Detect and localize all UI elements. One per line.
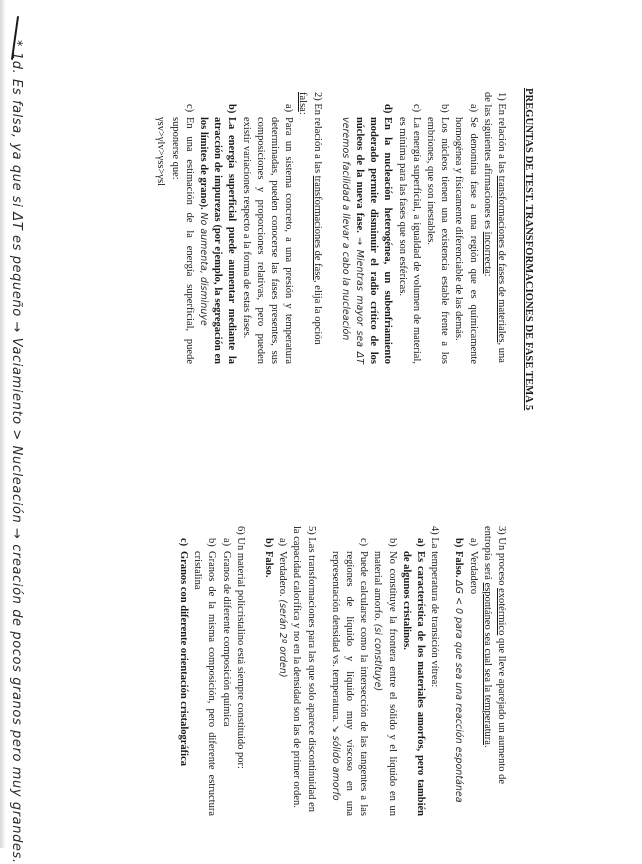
stem-text: , una de las siguientes afirmaciones es (481, 92, 507, 363)
option-text: Los núcleos tienen una existencia estable frente a los embriones, que son inestables. (424, 117, 451, 364)
handwritten-note: ΔG < 0 para que sea una reacción espontánea (453, 580, 465, 803)
option-2c (167, 104, 195, 364)
option-1a (451, 104, 479, 364)
option-text: Granos de la misma composición, pero diferente estructura cristalina (192, 551, 218, 816)
option-text: Falso. (262, 551, 274, 578)
left-column (153, 92, 514, 364)
option-label: a) (220, 538, 232, 547)
handwritten-footnote: * 1d. Es falsa, ya que si ΔT es pequeño → Vaciamiento > Nucleación → creación de pocos granos pero muy grandes. (9, 40, 24, 864)
stem-underlined: falsa (297, 92, 309, 112)
option-text: Puede calcularse como la intersección de las tangentes a las regiones de líquido y líquido muy viscoso en una representación densidad vs. temperatura. (329, 551, 370, 816)
option-text: Es característica de los materiales amorfos, pero también de algunos cristalinos. (400, 551, 426, 816)
option-label: b) (206, 538, 218, 547)
option-label: a) (467, 538, 479, 547)
option-text: En la nucleación heterogénea, un subenfriamiento moderado permite disminuir el radio crítico de los núcleos de la nueva fase. (353, 117, 394, 364)
option-label: c) (410, 104, 422, 113)
option-label: a) (277, 538, 289, 547)
stem-text: 1) En relación a las (496, 92, 507, 176)
stem-text: . (481, 744, 493, 748)
page-title: PREGUNTAS DE TEST. TRANSFORMACIONES DE FASE TEMA 5 (523, 88, 534, 411)
option-6c (176, 538, 190, 816)
question-5-stem: 5) Las transformaciones para las que solo aparece discontinuidad en la capacidad calorífica y no en la densidad son las de primer orden. (291, 526, 317, 813)
option-label: a) (467, 104, 479, 113)
option-label: b) (226, 104, 238, 114)
handwritten-note: No aumenta, disminuye (197, 212, 209, 326)
stem-underlined: transformaciones de fase (311, 175, 323, 281)
option-1b (423, 104, 451, 364)
option-2a (238, 104, 295, 364)
option-text: En una estimación de la energía superficial, puede suponerse que: (169, 117, 195, 364)
stem-underlined: espontáneo sea cual sea la temperatura (481, 582, 493, 745)
question-4 (328, 526, 442, 816)
stem-text: que lleve aparejado un aumento de entropía será (481, 526, 507, 785)
question-5 (261, 526, 318, 816)
option-3a (465, 538, 479, 816)
stem-underlined: incorrecta (481, 231, 493, 274)
question-3-stem (480, 526, 508, 816)
option-5b (261, 538, 275, 816)
option-1d (338, 104, 395, 364)
option-text: Granos de diferente composición química (220, 551, 232, 727)
option-2b (196, 104, 239, 364)
stem-text: : (297, 111, 309, 115)
stem-underlined: transformaciones de fases de materiales (496, 175, 507, 343)
option-text: La energía superficial, a igualdad de volumen de material, es mínima para las fases que son esféricas. (396, 117, 422, 364)
option-text: Falso. (453, 551, 465, 578)
stem-underlined: exotérmico (496, 588, 507, 636)
option-label: d) (382, 104, 394, 114)
handwritten-note: → Mientras mayor sea ΔT veremos facilidad a llevar a cabo la nucleación (339, 117, 365, 364)
stem-text: 2) En relación a las (311, 92, 323, 176)
option-text: Verdadero (467, 551, 479, 595)
option-label: c) (358, 538, 370, 547)
question-2 (153, 92, 323, 364)
option-text: La energía superficial puede aumentar mediante la atracción de impurezas (por ejemplo, la segregación en los límites de grano). (197, 117, 238, 364)
option-text: Para un sistema concreto, a una presión y temperatura determinadas, pueden conocerse las fases presentes, sus composiciones y proporciones relativas, pero pueden existir variaciones respecto a la forma de estas fases. (240, 117, 295, 364)
option-label: b) (453, 538, 465, 548)
option-4c (328, 538, 371, 816)
option-text: Granos con diferente orientación cristalográfica (177, 551, 189, 767)
option-label: b) (262, 538, 274, 548)
option-3b (451, 538, 465, 816)
option-2c-formula: γsv>γlv>γss>γsl (155, 117, 167, 187)
question-6 (176, 526, 247, 816)
stem-text: , elija la opción (311, 280, 323, 345)
option-label: b) (439, 104, 451, 113)
question-2-stem (295, 92, 323, 364)
option-text: Se denomina fase a una región que es químicamente homogénea y físicamente diferenciable de las demás. (453, 117, 479, 364)
question-4-stem: 4) La temperatura de transición vítrea: (429, 526, 441, 688)
option-label: a) (414, 538, 426, 547)
option-label: a) (283, 104, 295, 113)
question-3 (451, 526, 508, 816)
option-text: No constituye la frontera entre el sólido y el líquido en un material amorfo. (372, 551, 398, 816)
option-1c (394, 104, 422, 364)
option-text: Verdadero. (277, 551, 289, 597)
question-6-stem: 6) Un material policristalino está siempre constituido por: (234, 526, 246, 769)
handwritten-note: ↘ sólido amorfo (329, 724, 341, 801)
option-6a (218, 538, 232, 816)
stem-text: : (481, 273, 493, 277)
option-label: b) (386, 538, 398, 547)
option-label: c) (177, 538, 189, 547)
handwritten-note: (serán 2º orden) (277, 599, 289, 678)
stem-text: 3) Un proceso (496, 526, 507, 589)
right-column (176, 526, 514, 816)
handwritten-note: (si constituye) (372, 623, 384, 692)
option-5a (275, 538, 289, 816)
option-4b (370, 538, 398, 816)
option-4a (399, 538, 427, 816)
question-1-stem (480, 92, 508, 364)
option-6b (190, 538, 218, 816)
option-label: c) (183, 104, 195, 113)
question-1 (338, 92, 508, 364)
